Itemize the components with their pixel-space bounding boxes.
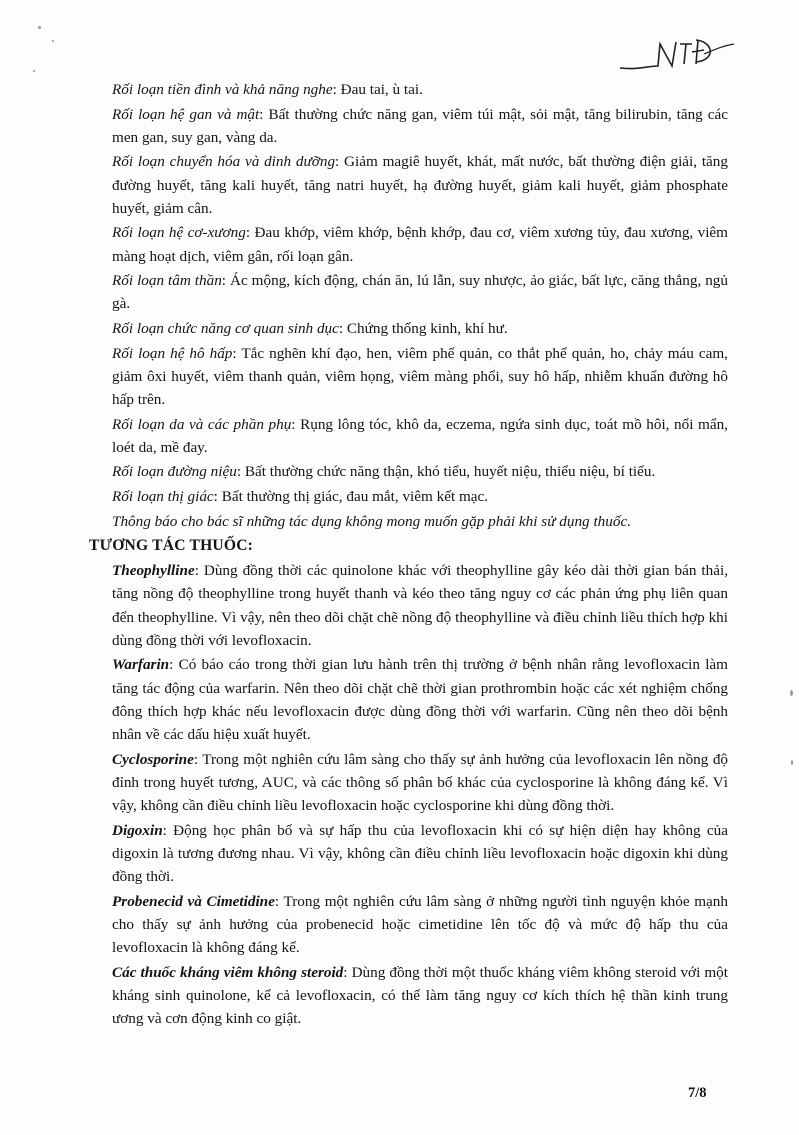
adverse-effect-text: Ác mộng, kích động, chán ăn, lú lẫn, suy nhược, ảo giác, bất lực, căng thẳng, ngủ gà. [112, 272, 728, 313]
adverse-effect-category: Rối loạn hệ cơ-xương [112, 224, 246, 242]
scan-speck [38, 26, 41, 29]
interaction-text: Động học phân bố và sự hấp thu của levofloxacin khi có sự hiện diện hay không của digoxin là tương đương nhau. Vì vậy, không cần điều chỉnh liều levofloxacin hoặc digoxin khi dùng đồng thời. [112, 821, 728, 885]
adverse-effect-item: Rối loạn hệ hô hấp: Tắc nghẽn khí đạo, hen, viêm phế quản, co thắt phế quản, ho, chảy máu cam, giảm ôxi huyết, viêm thanh quản, viêm họng, viêm màng phổi, suy hô hấp, nhiễm khuẩn đường hô hấp trên. [112, 344, 728, 408]
interaction-text: Dùng đồng thời một thuốc kháng viêm không steroid với một kháng sinh quinolone, kể cả levofloxacin, có thể làm tăng nguy cơ kích thích hệ thần kinh trung ương và cơn động kinh co giật. [112, 963, 728, 1027]
adverse-effect-text: Chứng thống kinh, khí hư. [346, 319, 508, 337]
adverse-effect-item: Rối loạn thị giác: Bất thường thị giác, đau mắt, viêm kết mạc. [112, 487, 489, 505]
interaction-drug: Digoxin [112, 821, 163, 839]
interaction-item: Các thuốc kháng viêm không steroid: Dùng đồng thời một thuốc kháng viêm không steroid với một kháng sinh quinolone, kể cả levofloxacin, có thể làm tăng nguy cơ kích thích hệ thần kinh trung ương và cơn động kinh co giật. [112, 963, 728, 1027]
scan-speck [52, 40, 54, 42]
interaction-drug: Probenecid và Cimetidine [112, 892, 275, 910]
interaction-text: Trong một nghiên cứu lâm sàng cho thấy sự ảnh hưởng của levofloxacin lên nồng độ đỉnh trong huyết tương, AUC, và các thông số phân bố khác của cyclosporine là không đáng kể. Vì vậy, không cần điều chỉnh liều levofloxacin hoặc cyclosporine khi dùng đồng thời. [112, 750, 729, 814]
interaction-text: Trong một nghiên cứu lâm sàng ở những người tình nguyện khỏe mạnh cho thấy sự ảnh hưởng của probenecid hoặc cimetidine lên tốc độ và mức độ hấp thu của levofloxacin là không đáng kể. [112, 892, 728, 956]
adverse-effect-item: Rối loạn đường niệu: Bất thường chức năng thận, khó tiểu, huyết niệu, thiểu niệu, bí tiểu. [112, 463, 656, 481]
handwritten-signature [618, 30, 736, 76]
adverse-effect-text: Tắc nghẽn khí đạo, hen, viêm phế quản, co thắt phế quản, ho, chảy máu cam, giảm ôxi huyết, viêm thanh quản, viêm họng, viêm màng phổi, suy hô hấp, nhiễm khuẩn đường hô hấp trên. [112, 344, 728, 408]
adverse-effect-category: Rối loạn hệ gan và mật [112, 105, 260, 123]
interaction-item: Probenecid và Cimetidine: Trong một nghiên cứu lâm sàng ở những người tình nguyện khỏe mạnh cho thấy sự ảnh hưởng của probenecid hoặc cimetidine lên tốc độ và mức độ hấp thu của levofloxacin là không đáng kể. [112, 892, 728, 956]
adverse-effect-text: Giảm magiê huyết, khát, mất nước, bất thường điện giải, tăng đường huyết, tăng kali huyết, tăng natri huyết, hạ đường huyết, giảm kali huyết, giảm phosphate huyết, giảm cân. [112, 153, 728, 217]
adverse-effect-item: Rối loạn hệ cơ-xương: Đau khớp, viêm khớp, bệnh khớp, đau cơ, viêm xương tủy, đau xương, viêm màng hoạt dịch, viêm gân, rối loạn gân. [112, 224, 728, 265]
adverse-effect-text: Rụng lông tóc, khô da, eczema, ngứa sinh dục, toát mồ hôi, nổi mẩn, loét da, mề đay. [112, 415, 728, 456]
doctor-notice: Thông báo cho bác sĩ những tác dụng không mong muốn gặp phải khi sử dụng thuốc. [112, 512, 631, 530]
adverse-effect-category: Rối loạn tâm thần [112, 272, 222, 290]
interaction-item: Warfarin: Có báo cáo trong thời gian lưu hành trên thị trường ở bệnh nhân rằng levofloxacin làm tăng tác động của warfarin. Nên theo dõi chặt chẽ thời gian prothrombin hoặc các xét nghiệm chống đông thích hợp khác nếu levofloxacin được dùng đồng thời với warfarin. Cũng nên theo dõi bệnh nhân về các dấu hiệu xuất huyết. [112, 656, 728, 743]
adverse-effect-text: Bất thường thị giác, đau mắt, viêm kết mạc. [221, 487, 489, 505]
scan-speck [790, 690, 793, 696]
interaction-drug: Cyclosporine [112, 750, 194, 768]
interaction-drug: Theophylline [112, 562, 195, 580]
adverse-effect-item: Rối loạn chuyển hóa và dinh dưỡng: Giảm magiê huyết, khát, mất nước, bất thường điện giải, tăng đường huyết, tăng kali huyết, tăng natri huyết, hạ đường huyết, giảm kali huyết, giảm phosphate huyết, giảm cân. [112, 153, 728, 217]
adverse-effect-category: Rối loạn chức năng cơ quan sinh dục [112, 319, 339, 337]
adverse-effect-item: Rối loạn chức năng cơ quan sinh dục: Chứng thống kinh, khí hư. [112, 319, 508, 337]
adverse-effect-category: Rối loạn chuyển hóa và dinh dưỡng [112, 153, 336, 171]
scan-speck [33, 70, 35, 72]
page-number: 7/8 [688, 1085, 707, 1101]
adverse-effect-text: Đau tai, ù tai. [340, 81, 423, 98]
interaction-drug: Warfarin [112, 656, 170, 674]
adverse-effect-category: Rối loạn đường niệu [112, 463, 237, 481]
adverse-effect-category: Rối loạn thị giác [112, 487, 214, 505]
interaction-text: Dùng đồng thời các quinolone khác với theophylline gây kéo dài thời gian bán thải, tăng nồng độ theophylline trong huyết thanh và kéo theo tăng nguy cơ các phản ứng phụ liên quan đến theophylline. Vì vậy, nên theo dõi chặt chẽ nồng độ theophylline và điều chỉnh liều thích hợp khi dùng đồng thời với levofloxacin. [112, 562, 728, 649]
adverse-effect-text: Đau khớp, viêm khớp, bệnh khớp, đau cơ, viêm xương tủy, đau xương, viêm màng hoạt dịch, viêm gân, rối loạn gân. [112, 224, 728, 265]
drug-interactions-list [112, 559, 728, 1030]
adverse-effect-item: Rối loạn tâm thần: Ác mộng, kích động, chán ăn, lú lẫn, suy nhược, ảo giác, bất lực, căng thẳng, ngủ gà. [112, 272, 728, 313]
interaction-text: Có báo cáo trong thời gian lưu hành trên thị trường ở bệnh nhân rằng levofloxacin làm tăng tác động của warfarin. Nên theo dõi chặt chẽ thời gian prothrombin hoặc các xét nghiệm chống đông thích hợp khác nếu levofloxacin được dùng đồng thời với warfarin. Cũng nên theo dõi bệnh nhân về các dấu hiệu xuất huyết. [112, 656, 728, 743]
interaction-item: Digoxin: Động học phân bố và sự hấp thu của levofloxacin khi có sự hiện diện hay không của digoxin là tương đương nhau. Vì vậy, không cần điều chỉnh liều levofloxacin hoặc digoxin khi dùng đồng thời. [112, 821, 728, 885]
interaction-item: Cyclosporine: Trong một nghiên cứu lâm sàng cho thấy sự ảnh hưởng của levofloxacin lên nồng độ đỉnh trong huyết tương, AUC, và các thông số phân bố khác của cyclosporine là không đáng kể. Vì vậy, không cần điều chỉnh liều levofloxacin hoặc cyclosporine khi dùng đồng thời. [112, 750, 729, 814]
adverse-effect-item: Rối loạn da và các phần phụ: Rụng lông tóc, khô da, eczema, ngứa sinh dục, toát mồ hôi, nổi mẩn, loét da, mề đay. [112, 415, 728, 456]
scan-speck [791, 760, 793, 765]
adverse-effect-text: Bất thường chức năng thận, khó tiểu, huyết niệu, thiểu niệu, bí tiểu. [244, 463, 656, 481]
adverse-effect-category: Rối loạn da và các phần phụ [112, 415, 292, 433]
interaction-item: Theophylline: Dùng đồng thời các quinolone khác với theophylline gây kéo dài thời gian bán thải, tăng nồng độ theophylline trong huyết thanh và kéo theo tăng nguy cơ các phản ứng phụ liên quan đến theophylline. Vì vậy, nên theo dõi chặt chẽ nồng độ theophylline và điều chỉnh liều thích hợp khi dùng đồng thời với levofloxacin. [112, 562, 728, 649]
adverse-effect-category: Rối loạn hệ hô hấp [112, 344, 233, 362]
interaction-drug: Các thuốc kháng viêm không steroid [112, 963, 344, 981]
adverse-effect-text: Bất thường chức năng gan, viêm túi mật, sỏi mật, tăng bilirubin, tăng các men gan, suy gan, vàng da. [112, 105, 728, 146]
adverse-effect-item: Rối loạn hệ gan và mật: Bất thường chức năng gan, viêm túi mật, sỏi mật, tăng bilirubin, tăng các men gan, suy gan, vàng da. [112, 105, 728, 146]
document-page [89, 78, 729, 1032]
adverse-effect-item: Rối loạn tiền đình và khả năng nghe: Đau tai, ù tai. [112, 81, 423, 98]
section-heading-drug-interactions: TƯƠNG TÁC THUỐC: [89, 537, 254, 555]
adverse-effect-category: Rối loạn tiền đình và khả năng nghe [112, 81, 333, 98]
adverse-effects-list [112, 78, 728, 533]
